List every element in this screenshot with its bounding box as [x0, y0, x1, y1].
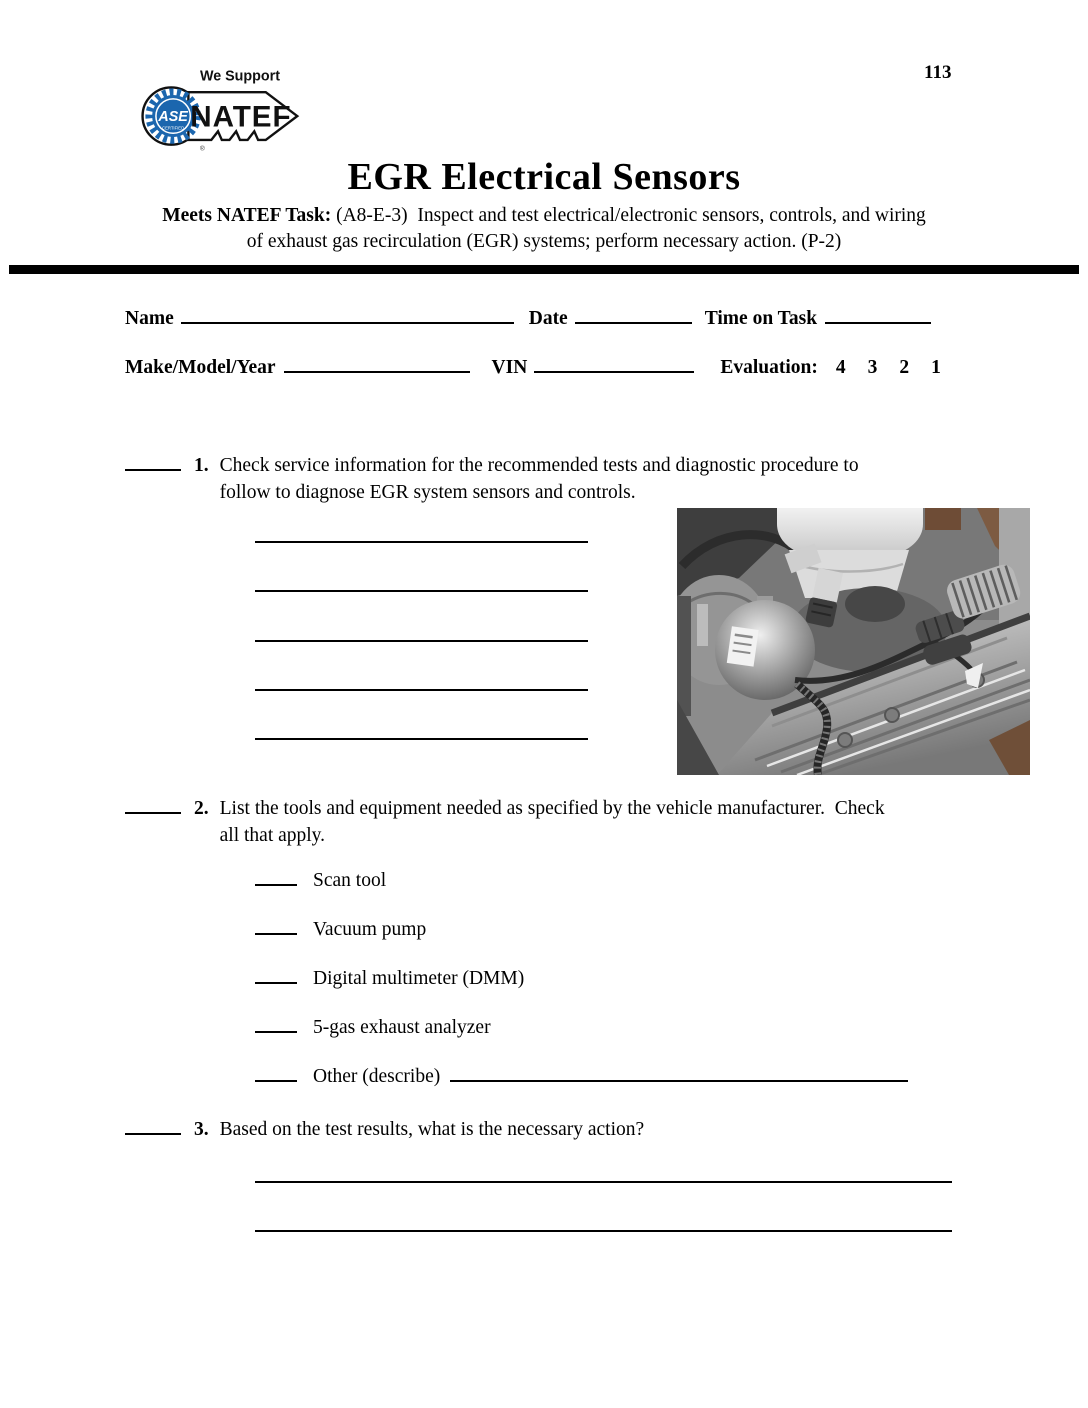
scan-tool-checkbox-blank[interactable]	[255, 866, 297, 886]
question-1	[125, 449, 930, 506]
q1-answer-line-1[interactable]	[255, 541, 588, 543]
question-2-grade-blank[interactable]	[125, 792, 181, 814]
question-3-line1: Based on the test results, what is the necessary action?	[219, 1119, 645, 1140]
question-2-line1: List the tools and equipment needed as specified by the vehicle manufacturer. Check	[219, 798, 885, 819]
time-on-task-label: Time on Task	[704, 308, 818, 329]
task-label: Meets NATEF Task:	[162, 205, 332, 226]
checklist-row-dmm	[255, 964, 524, 990]
dmm-label: Digital multimeter (DMM)	[313, 968, 525, 989]
checklist-row-scan-tool	[255, 866, 386, 892]
natef-task-statement	[0, 203, 1088, 255]
info-row-1	[125, 302, 931, 330]
date-label: Date	[528, 308, 568, 329]
evaluation-label: Evaluation:	[720, 357, 818, 378]
5gas-label: 5-gas exhaust analyzer	[313, 1017, 491, 1038]
task-text-line1: (A8-E-3) Inspect and test electrical/electronic sensors, controls, and wiring	[336, 205, 926, 226]
vin-blank[interactable]	[534, 351, 694, 373]
registered-mark: ®	[199, 145, 205, 153]
question-1-line1: Check service information for the recommended tests and diagnostic procedure to	[219, 455, 859, 476]
info-row-2	[125, 351, 941, 379]
ase-certified-text: CERTIFIED	[162, 125, 185, 131]
question-1-line2: follow to diagnose EGR system sensors and controls.	[219, 481, 636, 503]
make-model-year-blank[interactable]	[284, 351, 470, 373]
checklist-row-other	[255, 1062, 908, 1088]
other-checkbox-blank[interactable]	[255, 1062, 297, 1082]
ase-text: ASE	[158, 108, 188, 125]
question-2-number: 2.	[194, 798, 209, 819]
q1-answer-line-2[interactable]	[255, 590, 588, 592]
logo-name: NATEF	[190, 100, 292, 134]
make-model-year-label: Make/Model/Year	[125, 357, 276, 378]
evaluation-score-3: 3	[867, 357, 878, 378]
engine-photo	[677, 508, 1030, 775]
evaluation-score-1: 1	[931, 357, 941, 378]
other-describe-blank[interactable]	[450, 1062, 908, 1082]
section-divider-bar	[9, 265, 1079, 274]
question-1-grade-blank[interactable]	[125, 449, 181, 471]
question-3	[125, 1113, 940, 1144]
name-label: Name	[125, 308, 174, 329]
logo-tagline: We Support	[199, 68, 280, 85]
question-2-text	[220, 796, 965, 849]
q1-answer-line-4[interactable]	[255, 689, 588, 691]
vin-label: VIN	[491, 357, 528, 378]
question-3-text	[220, 1117, 940, 1144]
checklist-row-vacuum-pump	[255, 915, 426, 941]
question-2	[125, 792, 965, 849]
question-2-line2: all that apply.	[219, 824, 326, 846]
question-3-grade-blank[interactable]	[125, 1113, 181, 1135]
date-blank[interactable]	[575, 302, 692, 324]
name-blank[interactable]	[181, 302, 514, 324]
time-on-task-blank[interactable]	[825, 302, 931, 324]
question-3-number: 3.	[194, 1119, 209, 1140]
q1-answer-line-5[interactable]	[255, 738, 588, 740]
evaluation-score-2: 2	[899, 357, 910, 378]
scan-tool-label: Scan tool	[313, 870, 387, 891]
q1-answer-line-3[interactable]	[255, 640, 588, 642]
q3-answer-line-2[interactable]	[255, 1230, 952, 1232]
vacuum-pump-checkbox-blank[interactable]	[255, 915, 297, 935]
page-title: EGR Electrical Sensors	[347, 156, 741, 198]
q3-answer-line-1[interactable]	[255, 1181, 952, 1183]
vacuum-pump-label: Vacuum pump	[313, 919, 427, 940]
checklist-row-5gas	[255, 1013, 491, 1039]
5gas-checkbox-blank[interactable]	[255, 1013, 297, 1033]
evaluation-score-4: 4	[835, 357, 846, 378]
question-1-text	[220, 453, 930, 506]
natef-logo	[133, 60, 303, 154]
question-1-number: 1.	[194, 455, 209, 476]
other-label: Other (describe)	[313, 1066, 441, 1087]
dmm-checkbox-blank[interactable]	[255, 964, 297, 984]
task-text-line2: of exhaust gas recirculation (EGR) systems; perform necessary action. (P-2)	[246, 231, 842, 252]
page-number: 113	[924, 62, 952, 83]
